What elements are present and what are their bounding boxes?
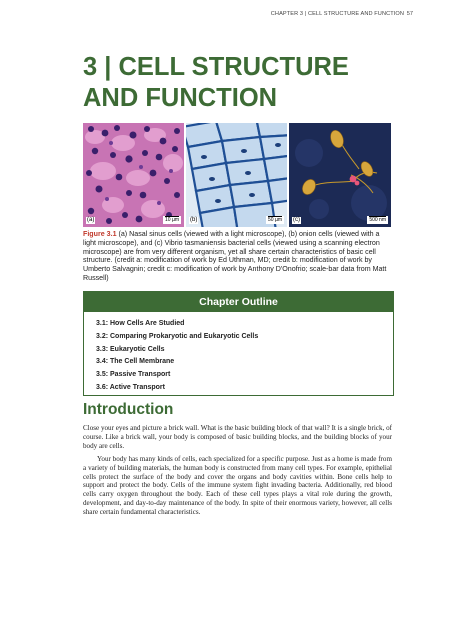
outline-item[interactable]: 3.3: Eukaryotic Cells bbox=[96, 345, 165, 353]
outline-item[interactable]: 3.4: The Cell Membrane bbox=[96, 358, 175, 366]
outline-item[interactable]: 3.2: Comparing Prokaryotic and Eukaryotic Cells bbox=[96, 332, 259, 340]
chapter-outline-list bbox=[84, 312, 393, 395]
panel-label-a: (a) bbox=[87, 217, 95, 223]
scale-bar-a: 10 µm bbox=[165, 217, 179, 223]
nasal-sinus-cells-image bbox=[83, 123, 184, 227]
figure-caption bbox=[83, 230, 391, 283]
intro-paragraph-1: Close your eyes and picture a brick wall. What is the basic building block of that wall? It is a single brick, of course. Like a brick wall, your body is composed of basic building blocks, and the building blocks of your body are cells. bbox=[83, 424, 392, 450]
panel-label-c: (c) bbox=[293, 217, 300, 223]
chapter-outline-box bbox=[83, 291, 394, 396]
section-heading-introduction: Introduction bbox=[83, 401, 174, 418]
scale-bar-b: 50 µm bbox=[268, 217, 282, 223]
scale-bar-c: 500 nm bbox=[369, 217, 386, 223]
outline-item[interactable]: 3.6: Active Transport bbox=[96, 383, 165, 391]
running-header: CHAPTER 3 | CELL STRUCTURE AND FUNCTION bbox=[270, 11, 404, 17]
panel-label-b: (b) bbox=[190, 217, 198, 223]
figure-label: Figure 3.1 bbox=[83, 230, 117, 238]
page-number: 57 bbox=[406, 11, 413, 17]
figure-caption-text: (a) Nasal sinus cells (viewed with a light microscope), (b) onion cells (viewed with a light microscope), and (c) Vibrio tasmaniensis bacterial cells (viewed using a scanning electron microscope) are from very different organism, yet all share certain characteristics of basic cell structure. (credit a: modification of work by Ed Uthman, MD; credit b: modification of work by Umberto Salvagnin; credit c: modification of work by Anthony D'Onofrio; scale-bar data from Matt Russell) bbox=[83, 230, 387, 282]
intro-paragraph-2: Your body has many kinds of cells, each specialized for a specific purpose. Just as a home is made from a variety of building materials, the human body is constructed from many cell types. For example, epithelial cells protect the surface of the body and cover the organs and body cavities within. Bone cells help to support and protect the body. Cells of the immune system fight invading bacteria. Additionally, red blood cells carry oxygen throughout the body. Each of these cell types plays a vital role during the growth, development, and day-to-day maintenance of the body. In spite of their enormous variety, however, all cells share certain fundamental characteristics. bbox=[83, 455, 392, 516]
vibrio-bacteria-image bbox=[289, 123, 391, 227]
outline-item[interactable]: 3.1: How Cells Are Studied bbox=[96, 320, 185, 327]
onion-cells-image bbox=[186, 123, 287, 227]
outline-item[interactable]: 3.5: Passive Transport bbox=[96, 371, 171, 379]
chapter-title: 3 | CELL STRUCTURE AND FUNCTION bbox=[83, 53, 349, 112]
chapter-outline-title: Chapter Outline bbox=[84, 292, 393, 312]
figure-3-1-images bbox=[83, 123, 391, 227]
